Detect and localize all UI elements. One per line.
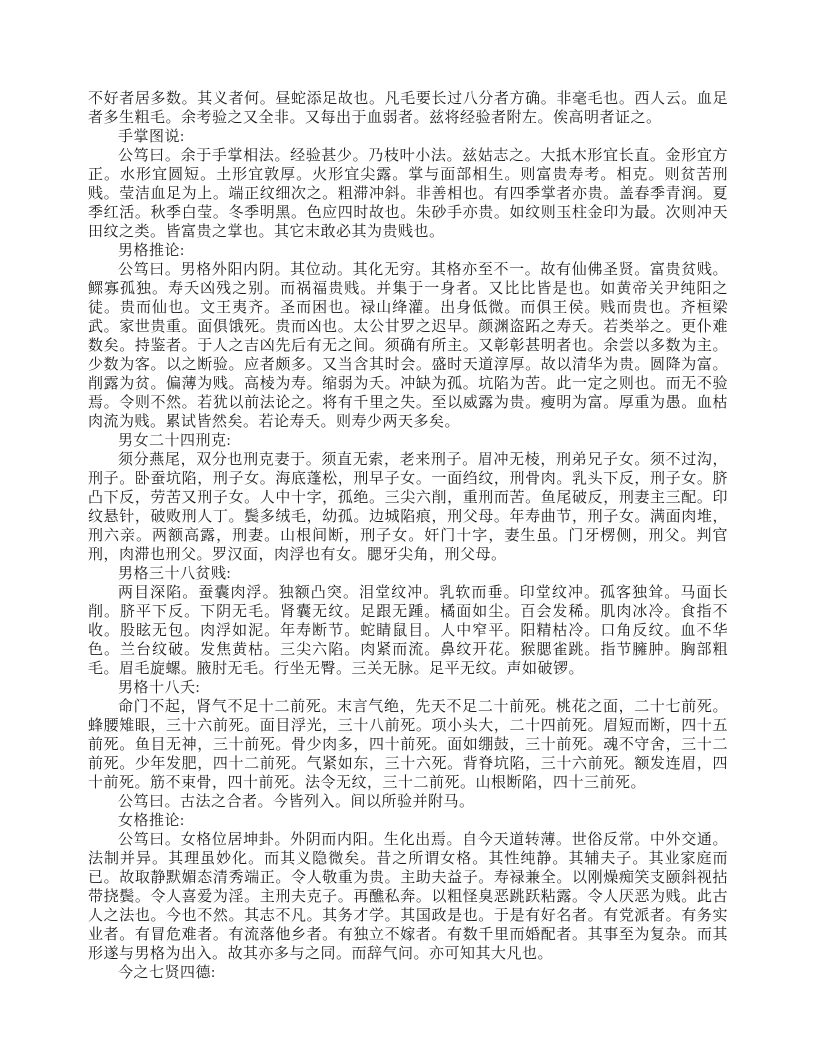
paragraph-gongdu-note: 公笃曰。古法之合者。今皆列入。间以所验并附马。 bbox=[118, 794, 475, 810]
paragraph-male-inference: 公笃曰。男格外阳内阴。其位动。其化无穷。其格亦至不一。故有仙佛圣贤。富贵贫贱。鳏寡孤独。寿夭凶残之别。而祸福贵贱。并集于一身者。又比比皆是也。如黄帝关尹纯阳之徒。贵而仙也。文王夷齐。圣而困也。禄山绛灌。出身低微。而俱王侯。贱而贵也。齐桓梁武。家世贵重。面俱饿死。贵而凶也。太公甘罗之迟早。颜渊盗跖之寿夭。若类举之。更仆难数矣。持鉴者。于人之吉凶先后有无之间。须确有所主。又彰彰甚明者也。余尝以多数为主。少数为客。以之断验。应者颇多。又当含其时会。盛时天道淳厚。故以清华为贵。圆降为富。削露为贫。偏薄为贱。高棱为寿。缩弱为夭。冲缺为孤。坑陷为苦。此一定之则也。而无不验焉。令则不然。若犹以前法论之。将有千里之失。至以威露为贵。瘦明为富。厚重为愚。血枯肉流为贱。累试皆然矣。若论寿夭。则寿少两天多矣。 bbox=[88, 262, 728, 430]
paragraph-18-early-death: 命门不起，肾气不足十二前死。末言气绝，先天不足二十前死。桃花之面，二十七前死。蜂腰雉眼，三十六前死。面目浮光，三十八前死。项小头大，二十四前死。眉短而断，四十五前死。鱼目无神，三十前死。骨少肉多，四十前死。面如绷鼓，三十前死。魂不守舍，三十二前死。少年发肥，四十二前死。气紧如东，三十六死。背脊坑陷，三十六前死。额发连眉，四十前死。筋不束骨，四十前死。法令无纹，三十二前死。山根断陷，四十三前死。 bbox=[88, 699, 728, 791]
document-body bbox=[88, 90, 728, 983]
section-heading-palm-diagram: 手掌图说: bbox=[118, 129, 185, 145]
paragraph-38-poverty: 两目深陷。蚕囊肉浮。独额凸突。泪堂纹冲。乳软而垂。印堂纹冲。孤客独耸。马面长削。脐平下反。下阴无毛。肾囊无纹。足跟无踵。橘面如尘。百会发稀。肌肉冰冷。食指不收。股眩无包。肉浮如泥。年寿断节。蛇睛鼠目。人中窄平。阳精枯冷。口角反纹。血不华色。兰台纹破。发焦黄枯。三尖六陷。肉紧而流。鼻纹开花。猴腮雀跳。指节臃肿。胸部粗毛。眉毛旋螺。腋肘无毛。行坐无臀。三关无脉。足平无纹。声如破锣。 bbox=[88, 585, 728, 677]
paragraph-24-afflictions: 须分燕尾，双分也刑克妻于。须直无索，老来刑子。眉冲无棱，刑弟兄子女。须不过沟，刑子。卧蚕坑陷，刑子女。海底蓬松，刑早子女。一面绉纹，刑骨肉。乳头下反，刑子女。脐凸下反，劳苦又刑子女。人中十字，孤绝。三尖六削，重刑而苦。鱼尾破反，刑妻主三配。印纹悬针，破败刑人丁。鬓多绒毛，幼孤。边城陷痕，刑父母。年寿曲节，刑子女。满面肉堆，刑六亲。两额高露，刑妻。山根间断，刑子女。奸门十字，妻生虽。门牙楞侧，刑父。判官刑，肉滞也刑父。罗汉面，肉浮也有女。腮牙尖角，刑父母。 bbox=[88, 452, 728, 563]
section-heading-24-afflictions: 男女二十四刑克: bbox=[118, 433, 232, 449]
paragraph-continuation: 不好者居多数。其义者何。昼蛇添足故也。凡毛要长过八分者方确。非毫毛也。西人云。血足者多生粗毛。余考验之又全非。又每出于血弱者。兹将经验者附左。俟高明者证之。 bbox=[88, 91, 728, 126]
section-heading-seven-virtues: 今之七贤四德: bbox=[118, 965, 216, 981]
section-heading-38-poverty: 男格三十八贫贱: bbox=[118, 566, 232, 582]
section-heading-18-early-death: 男格十八夭: bbox=[118, 680, 201, 696]
section-heading-male-inference: 男格推论: bbox=[118, 243, 185, 259]
section-heading-female-inference: 女格推论: bbox=[118, 813, 185, 829]
paragraph-female-inference: 公笃曰。女格位居坤卦。外阴而内阳。生化出焉。自今天道转薄。世俗反常。中外交通。法制并异。其理虽妙化。而其义隐微矣。昔之所谓女格。其性纯静。其辅夫子。其业家庭而已。故取静默媚态清秀端正。令人敬重为贵。主助夫益子。寿禄兼全。以刚燥痴笑支颐斜视拈带挠鬓。令人喜爱为淫。主刑夫克子。再醮私奔。以粗怪臭恶跳跃粘露。令人厌恶为贱。此古人之法也。今也不然。其志不凡。其务才学。其国政是也。于是有好名者。有党派者。有务实业者。有冒危难者。有流落他乡者。有独立不嫁者。有数千里而婚配者。其事至为复杂。而其形遂与男格为出入。故其亦多与之同。而辞气问。亦可知其大凡也。 bbox=[88, 832, 728, 962]
paragraph-palm-diagram: 公笃曰。余于手掌相法。经验甚少。乃枝叶小法。兹姑志之。大抵木形宜长直。金形宜方正。水形宜圆短。土形宜敦厚。火形宜尖露。掌与面部相生。则富贵寿考。相克。则贫苦刑贱。莹洁血足为上。端正纹细次之。粗滞冲斜。非善相也。有四季掌者亦贵。盖春季青润。夏季红活。秋季白莹。冬季明黑。色应四时故也。朱砂手亦贵。如纹则玉柱金印为最。次则冲天田纹之类。皆富贵之掌也。其它末敢必其为贵贱也。 bbox=[88, 148, 728, 240]
